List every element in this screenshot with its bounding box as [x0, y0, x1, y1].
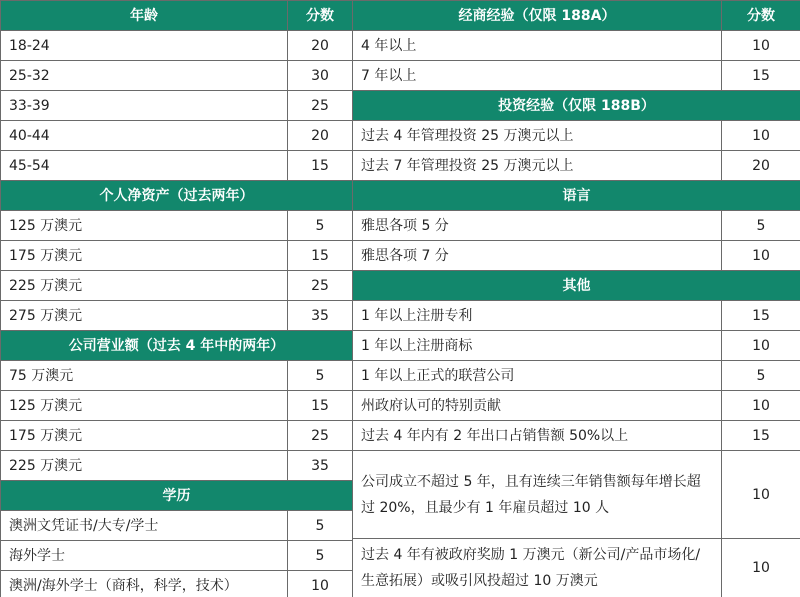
- business-row-score: 10: [722, 31, 800, 61]
- turnover-row-label: 75 万澳元: [1, 361, 288, 391]
- language-row-label: 雅思各项 7 分: [353, 241, 722, 271]
- investment-row-label: 过去 7 年管理投资 25 万澳元以上: [353, 151, 722, 181]
- turnover-row-label: 225 万澳元: [1, 451, 288, 481]
- other-row-label: 1 年以上注册商标: [353, 331, 722, 361]
- turnover-row-score: 5: [288, 361, 353, 391]
- left-table: [0, 0, 352, 597]
- language-row-score: 5: [722, 211, 800, 241]
- other-row-label: 1 年以上正式的联营公司: [353, 361, 722, 391]
- education-header: 学历: [1, 481, 353, 511]
- education-row-label: 澳洲/海外学士（商科，科学，技术）: [1, 571, 288, 597]
- other-row-label: 过去 4 年内有 2 年出口占销售额 50%以上: [353, 421, 722, 451]
- investment-header: 投资经验（仅限 188B）: [353, 91, 800, 121]
- age-row-score: 30: [288, 61, 353, 91]
- turnover-row-score: 35: [288, 451, 353, 481]
- age-row-label: 40-44: [1, 121, 288, 151]
- other-row-score: 10: [722, 331, 800, 361]
- net-assets-row-score: 15: [288, 241, 353, 271]
- age-row-label: 25-32: [1, 61, 288, 91]
- other-header: 其他: [353, 271, 800, 301]
- other-row-score: 15: [722, 421, 800, 451]
- age-row-label: 18-24: [1, 31, 288, 61]
- business-header: 经商经验（仅限 188A）: [353, 1, 722, 31]
- business-row-label: 4 年以上: [353, 31, 722, 61]
- score-header: 分数: [288, 1, 353, 31]
- education-row-score: 10: [288, 571, 353, 597]
- score-header: 分数: [722, 1, 800, 31]
- net-assets-row-score: 5: [288, 211, 353, 241]
- age-row-score: 25: [288, 91, 353, 121]
- investment-row-score: 20: [722, 151, 800, 181]
- investment-row-score: 10: [722, 121, 800, 151]
- net-assets-row-label: 225 万澳元: [1, 271, 288, 301]
- other-row-label: 过去 4 年有被政府奖励 1 万澳元（新公司/产品市场化/生意拓展）或吸引风投超过 10 万澳元: [353, 539, 722, 597]
- net-assets-row-label: 275 万澳元: [1, 301, 288, 331]
- net-assets-header: 个人净资产（过去两年）: [1, 181, 353, 211]
- other-row-score: 5: [722, 361, 800, 391]
- turnover-row-label: 125 万澳元: [1, 391, 288, 421]
- education-row-label: 海外学士: [1, 541, 288, 571]
- age-header: 年龄: [1, 1, 288, 31]
- business-row-label: 7 年以上: [353, 61, 722, 91]
- other-row-label: 州政府认可的特别贡献: [353, 391, 722, 421]
- net-assets-row-score: 35: [288, 301, 353, 331]
- language-row-score: 10: [722, 241, 800, 271]
- turnover-row-score: 25: [288, 421, 353, 451]
- age-row-score: 20: [288, 121, 353, 151]
- education-row-label: 澳洲文凭证书/大专/学士: [1, 511, 288, 541]
- other-row-label: 1 年以上注册专利: [353, 301, 722, 331]
- age-row-score: 20: [288, 31, 353, 61]
- other-row-score: 15: [722, 301, 800, 331]
- investment-row-label: 过去 4 年管理投资 25 万澳元以上: [353, 121, 722, 151]
- net-assets-row-label: 175 万澳元: [1, 241, 288, 271]
- age-row-score: 15: [288, 151, 353, 181]
- language-row-label: 雅思各项 5 分: [353, 211, 722, 241]
- language-header: 语言: [353, 181, 800, 211]
- other-row-score: 10: [722, 451, 800, 539]
- age-row-label: 33-39: [1, 91, 288, 121]
- business-row-score: 15: [722, 61, 800, 91]
- net-assets-row-score: 25: [288, 271, 353, 301]
- age-row-label: 45-54: [1, 151, 288, 181]
- turnover-header: 公司营业额（过去 4 年中的两年）: [1, 331, 353, 361]
- education-row-score: 5: [288, 541, 353, 571]
- other-row-score: 10: [722, 391, 800, 421]
- other-row-label: 公司成立不超过 5 年，且有连续三年销售额每年增长超过 20%，且最少有 1 年雇员超过 10 人: [353, 451, 722, 539]
- turnover-row-score: 15: [288, 391, 353, 421]
- net-assets-row-label: 125 万澳元: [1, 211, 288, 241]
- other-row-score: 10: [722, 539, 800, 597]
- education-row-score: 5: [288, 511, 353, 541]
- right-table: [352, 0, 800, 597]
- turnover-row-label: 175 万澳元: [1, 421, 288, 451]
